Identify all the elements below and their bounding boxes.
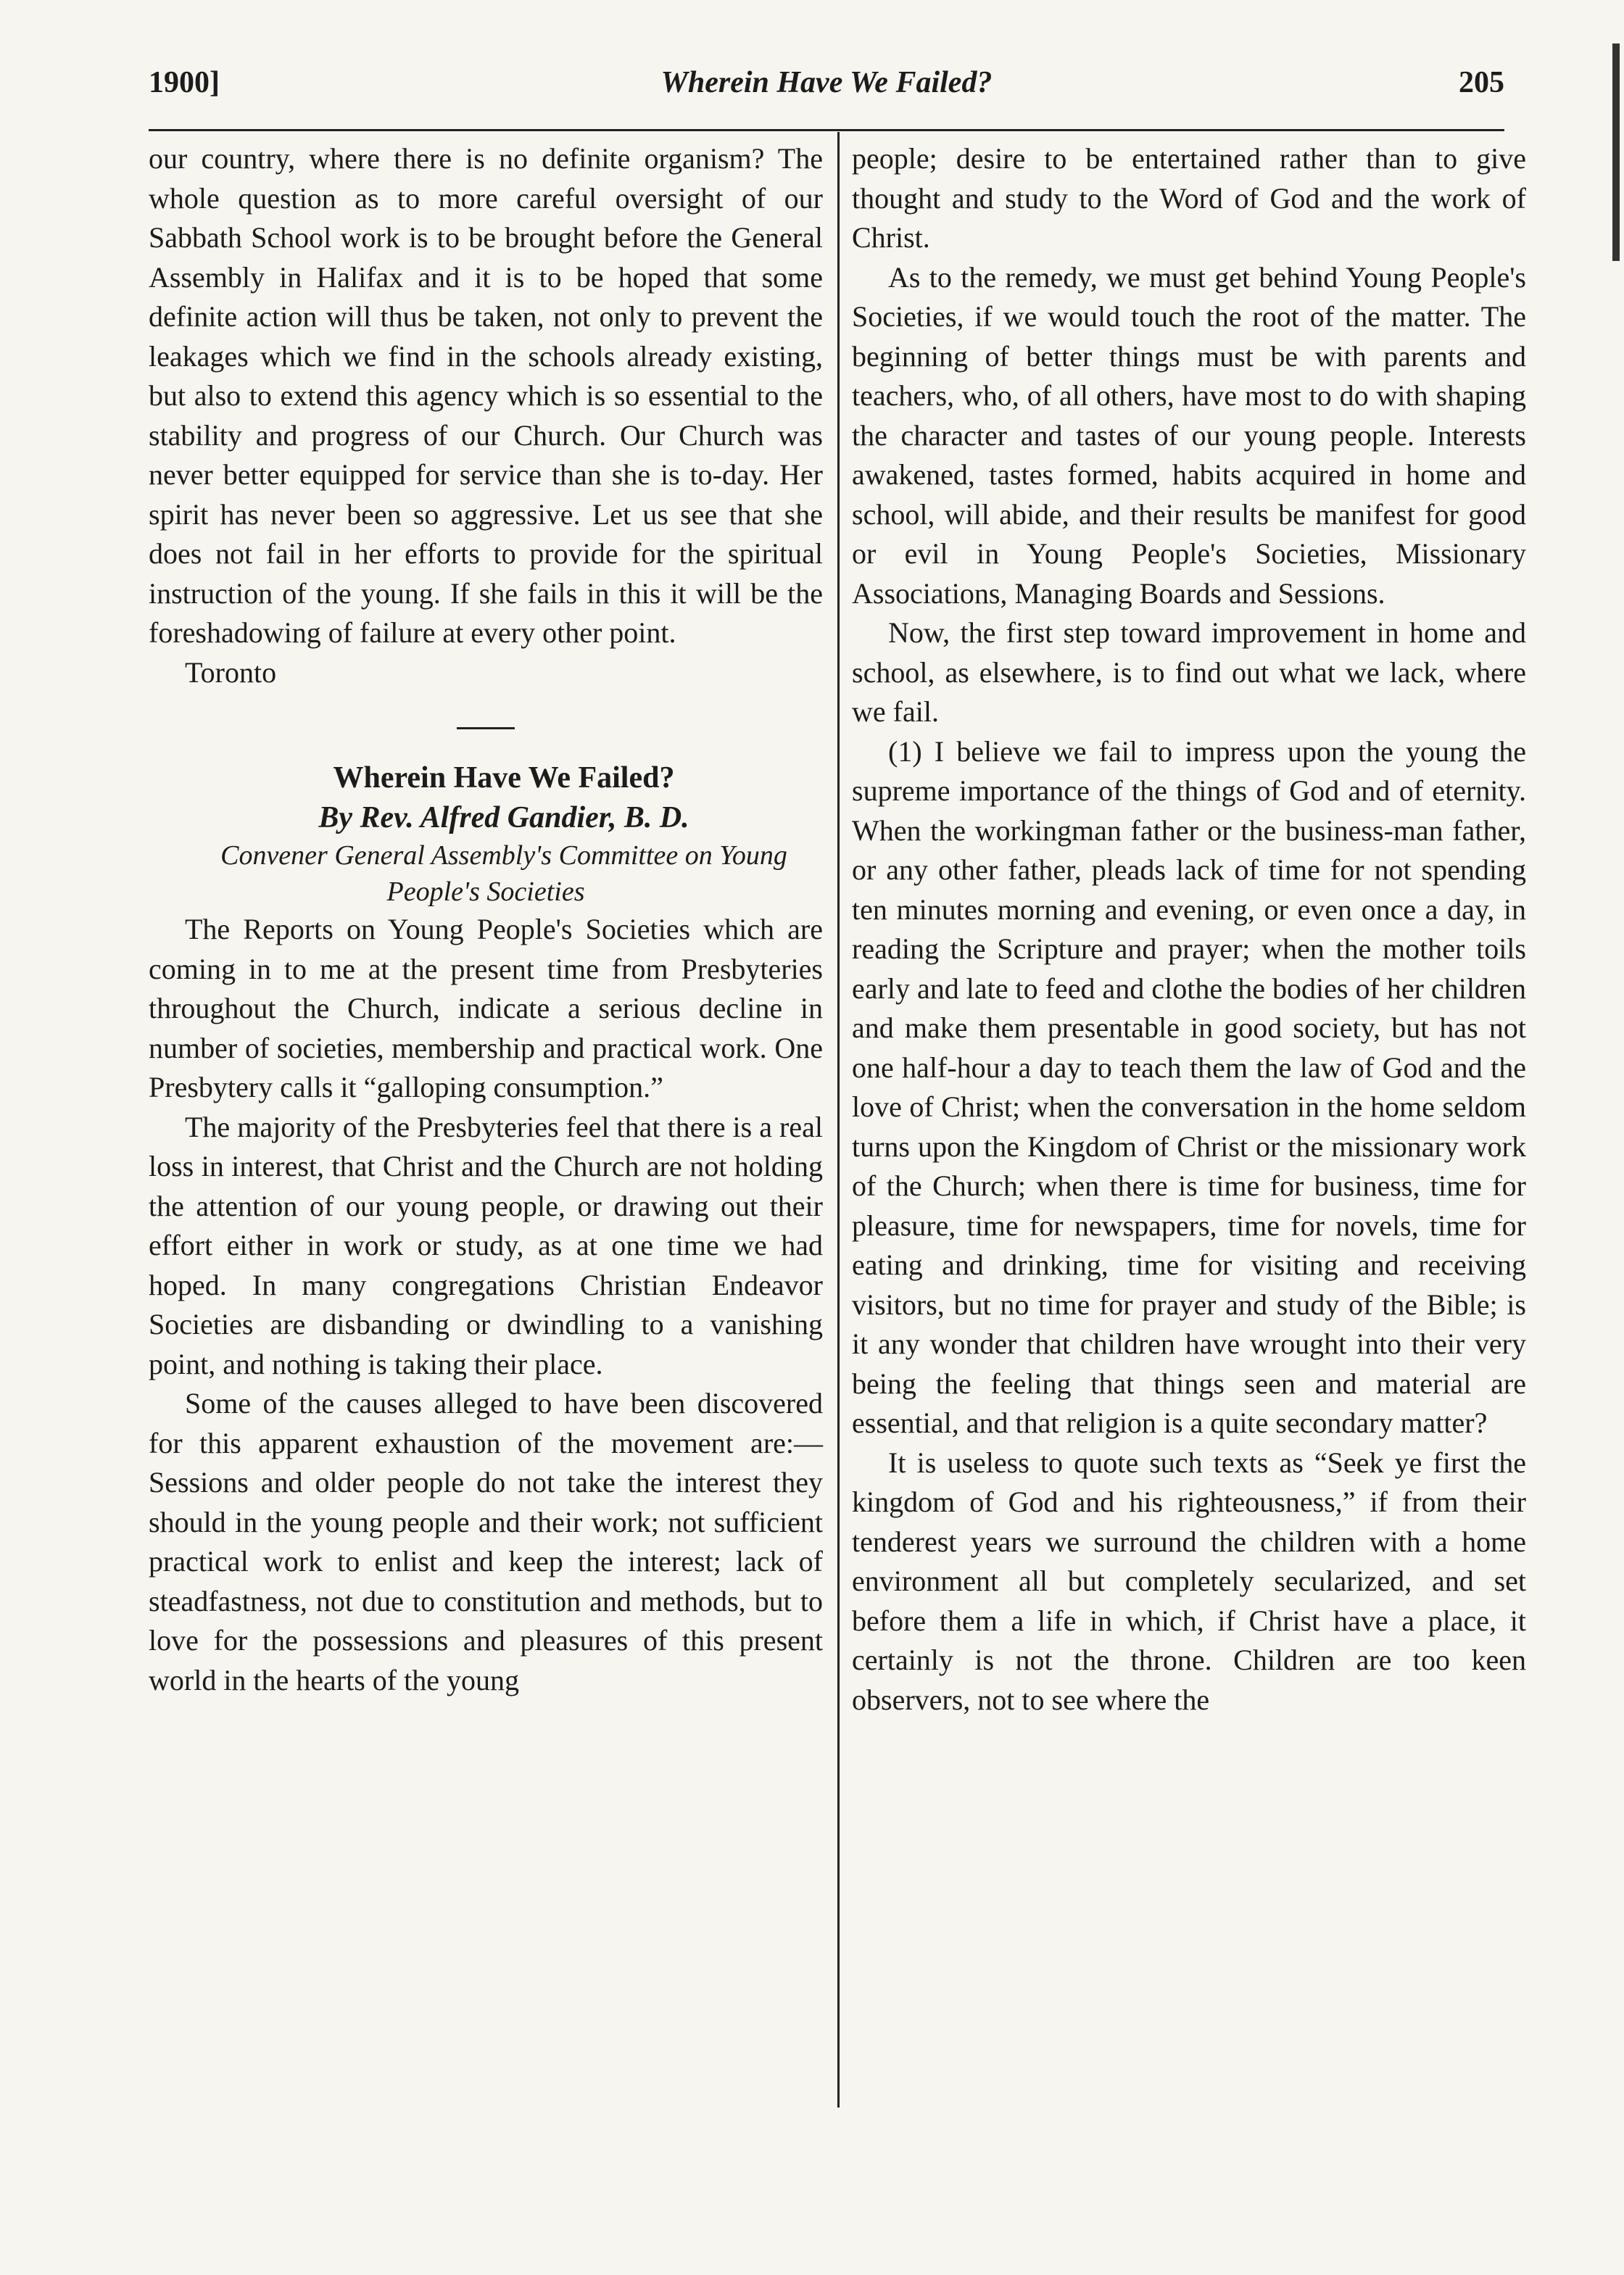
header-year: 1900]: [149, 66, 220, 99]
section-separator: [457, 727, 515, 729]
body-paragraph: As to the remedy, we must get behind Young People's Societies, if we would touch the root of the matter. The beginning of better things must be with parents and teachers, who, of all others, have most to do with shaping the character and tastes of our young people. Interests awakened, tastes formed, habits acquired in home and school, will abide, and their results be manifest for good or evil in Young People's Societies, Missionary Associations, Managing Boards and Sessions.: [852, 260, 1526, 610]
body-paragraph: (1) I believe we fail to impress upon the young the supreme importance of the things of God and of eternity. When the workingman father or the business-man father, or any other father, pleads lack of time for not spending ten minutes morning and evening, or even once a day, in reading the Scripture and prayer; when the mother toils early and late to feed and clothe the bodies of her children and make them presentable in good society, but has not one half-hour a day to teach them the law of God and the love of Christ; when the conversation in the home seldom turns upon the Kingdom of Christ or the missionary work of the Church; when there is time for business, time for pleasure, time for newspapers, time for novels, time for eating and drinking, time for visiting and receiving visitors, but no time for prayer and study of the Bible; is it any wonder that children have wrought into their very being the feeling that things seen and material are essential, and that religion is a quite secondary matter?: [852, 734, 1526, 1439]
body-paragraph: The Reports on Young People's Societies which are coming in to me at the present time from Presbyteries throughout the Church, indicate a serious decline in number of societies, membership and practical work. One Presbytery calls it “galloping consumption.”: [149, 913, 823, 1103]
body-paragraph: The majority of the Presbyteries feel that there is a real loss in interest, that Christ and the Church are not holding the attention of our young people, or drawing out their effort either in work or study, as at one time we had hoped. In many congregations Christian Endeavor Societies are disbanding or dwindling to a vanishing point, and nothing is taking their place.: [149, 1110, 823, 1380]
author-office: Convener General Assembly's Committee on Young People's Societies: [220, 840, 787, 907]
article-title: Wherein Have We Failed?: [333, 761, 675, 795]
body-paragraph: Some of the causes alleged to have been discovered for this apparent exhaustion of the movement are:—Sessions and older people do not take the interest they should in the young people and their work; not sufficient practical work to enlist and keep the interest; lack of steadfastness, not due to constitution and methods, but to love for the possessions and pleasures of this present world in the hearts of the young: [149, 1387, 823, 1696]
header-page-number: 205: [1459, 66, 1504, 99]
body-paragraph: Now, the first step toward improvement in home and school, as elsewhere, is to find out what we lack, where we fail.: [852, 616, 1526, 728]
running-header: [149, 65, 1504, 116]
continued-paragraph: people; desire to be entertained rather than to give thought and study to the Word of God and the work of Christ.: [852, 142, 1526, 254]
header-running-title: Wherein Have We Failed?: [660, 66, 993, 99]
article-byline: By Rev. Alfred Gandier, B. D.: [318, 800, 689, 834]
left-column: [149, 139, 823, 1700]
right-column: [852, 139, 1526, 1720]
column-divider: [837, 132, 840, 2108]
continued-paragraph: our country, where there is no definite organism? The whole question as to more careful oversight of our Sabbath School work is to be brought before the General Assembly in Halifax and it is to be hoped that some definite action will thus be taken, not only to prevent the leakages which we find in the schools already existing, but also to extend this agency which is so essential to the stability and progress of our Church. Our Church was never better equipped for service than she is to-day. Her spirit has never been so aggressive. Let us see that she does not fail in her efforts to provide for the spiritual instruction of the young. If she fails in this it will be the foreshadowing of failure at every other point.: [149, 142, 823, 649]
place-signature: Toronto: [185, 655, 277, 689]
header-rule: [149, 129, 1504, 131]
body-paragraph: It is useless to quote such texts as “Seek ye first the kingdom of God and his righteousness,” if from their tenderest years we surround the children with a home environment all but completely secularized, and set before them a life in which, if Christ have a place, it certainly is not the throne. Children are too keen observers, not to see where the: [852, 1446, 1526, 1716]
page-edge-mark: [1612, 43, 1620, 261]
